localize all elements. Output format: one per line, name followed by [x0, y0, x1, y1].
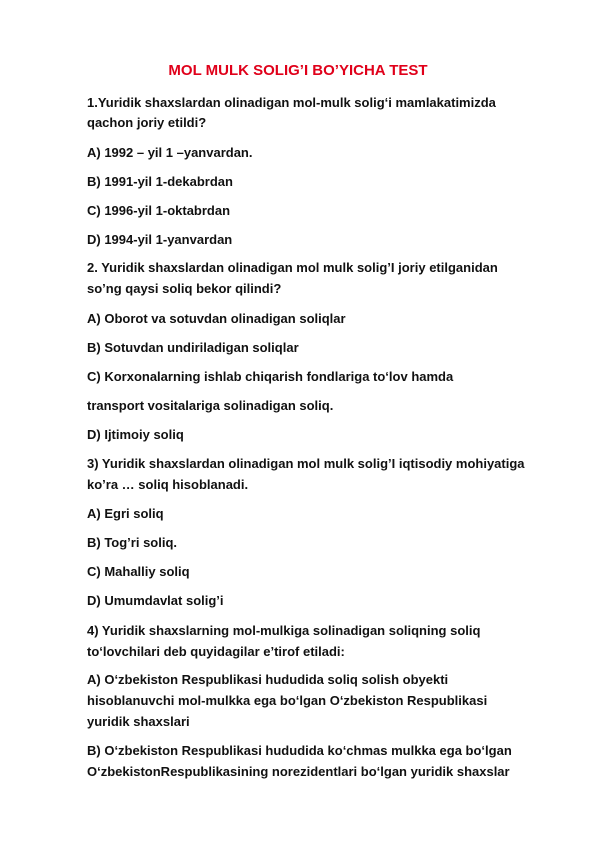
question-4-line-2: to‘lovchilari deb quyidagilar e’tirof etiladi:	[87, 644, 345, 659]
question-1-option-a: A) 1992 – yil 1 –yanvardan.	[87, 145, 253, 160]
question-3-line-2: ko’ra … soliq hisoblanadi.	[87, 477, 249, 492]
question-1-line-2: qachon joriy etildi?	[87, 115, 207, 130]
question-2-option-a: A) Oborot va sotuvdan olinadigan soliqlar	[87, 311, 346, 326]
question-4-line-1: 4) Yuridik shaxslarning mol-mulkiga solinadigan soliqning soliq	[87, 623, 481, 638]
question-4-option-a-line-2: hisoblanuvchi mol-mulkka ega bo‘lgan O‘zbekiston Respublikasi	[87, 693, 488, 708]
question-3-option-a: A) Egri soliq	[87, 506, 164, 521]
question-1-option-b: B) 1991-yil 1-dekabrdan	[87, 174, 233, 189]
question-1-line-1: 1.Yuridik shaxslardan olinadigan mol-mulk solig‘i mamlakatimizda	[87, 95, 496, 110]
question-4-option-b-line-2: O‘zbekistonRespublikasining norezidentlari bo‘lgan yuridik shaxslar	[87, 764, 510, 779]
question-2-line-2: so’ng qaysi soliq bekor qilindi?	[87, 281, 282, 296]
question-4-option-a-line-1: A) O‘zbekiston Respublikasi hududida soliq solish obyekti	[87, 672, 449, 687]
question-2-option-c-line-1: C) Korxonalarning ishlab chiqarish fondlariga to‘lov hamda	[87, 369, 454, 384]
question-2-option-d: D) Ijtimoiy soliq	[87, 427, 184, 442]
question-3-line-1: 3) Yuridik shaxslardan olinadigan mol mulk solig’I iqtisodiy mohiyatiga	[87, 456, 525, 471]
question-1-option-c: C) 1996-yil 1-oktabrdan	[87, 203, 231, 218]
question-4-option-a-line-3: yuridik shaxslari	[87, 714, 190, 729]
question-4-option-b-line-1: B) O‘zbekiston Respublikasi hududida ko‘chmas mulkka ega bo‘lgan	[87, 743, 512, 758]
question-3-option-c: C) Mahalliy soliq	[87, 564, 190, 579]
page-title: MOL MULK SOLIG’I BO’YICHA TEST	[168, 62, 428, 79]
question-3-option-d: D) Umumdavlat solig’i	[87, 593, 224, 608]
question-3-option-b: B) Tog’ri soliq.	[87, 535, 178, 550]
question-2-option-c-line-2: transport vositalariga solinadigan soliq.	[87, 398, 334, 413]
question-2-line-1: 2. Yuridik shaxslardan olinadigan mol mulk solig’I joriy etilganidan	[87, 260, 498, 275]
question-1-option-d: D) 1994-yil 1-yanvardan	[87, 232, 233, 247]
question-2-option-b: B) Sotuvdan undiriladigan soliqlar	[87, 340, 299, 355]
